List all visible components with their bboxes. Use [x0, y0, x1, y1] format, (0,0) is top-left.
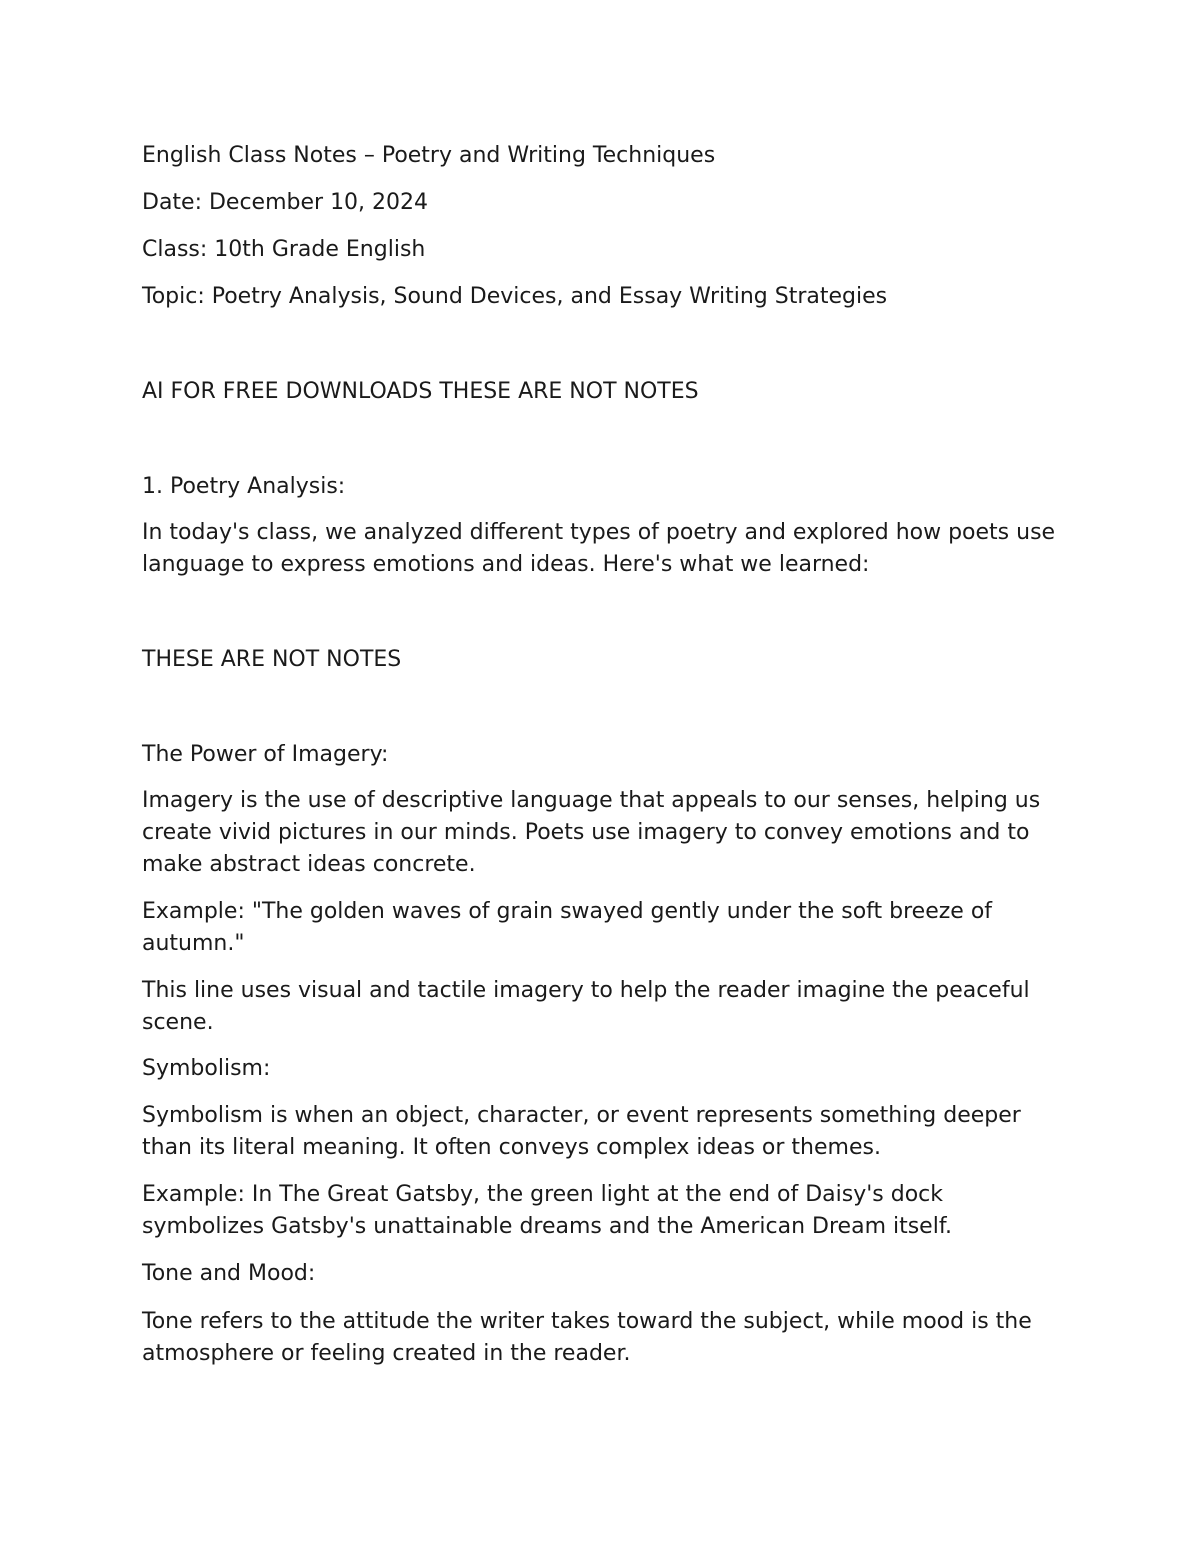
section-intro-paragraph: In today's class, we analyzed different types of poetry and explored how poets use language to express emotions and ideas. Here's what we learned: — [142, 520, 1063, 577]
tone-heading: Tone and Mood: — [142, 1261, 316, 1286]
document-class: Class: 10th Grade English — [142, 237, 426, 262]
imagery-paragraph: Imagery is the use of descriptive language that appeals to our senses, helping us create vivid pictures in our minds. Poets use imagery to convey emotions and to make abstract ideas concrete. — [142, 788, 1048, 877]
document-date: Date: December 10, 2024 — [142, 190, 429, 215]
tone-paragraph: Tone refers to the attitude the writer takes toward the subject, while mood is the atmosphere or feeling created in the reader. — [142, 1309, 1039, 1366]
imagery-explanation: This line uses visual and tactile imagery to help the reader imagine the peaceful scene. — [142, 978, 1037, 1035]
symbolism-paragraph: Symbolism is when an object, character, or event represents something deeper than its literal meaning. It often conveys complex ideas or themes. — [142, 1103, 1028, 1160]
section-heading: 1. Poetry Analysis: — [142, 474, 346, 499]
symbolism-heading: Symbolism: — [142, 1056, 271, 1081]
symbolism-example: Example: In The Great Gatsby, the green light at the end of Daisy's dock symbolizes Gatsby's unattainable dreams and the American Dream itself. — [142, 1182, 952, 1239]
document-topic: Topic: Poetry Analysis, Sound Devices, and Essay Writing Strategies — [142, 284, 888, 309]
document-title: English Class Notes – Poetry and Writing Techniques — [142, 143, 716, 168]
notice-text: THESE ARE NOT NOTES — [142, 647, 402, 672]
notice-text: AI FOR FREE DOWNLOADS THESE ARE NOT NOTES — [142, 379, 699, 404]
imagery-example: Example: "The golden waves of grain swayed gently under the soft breeze of autumn." — [142, 899, 1000, 956]
imagery-heading: The Power of Imagery: — [142, 742, 389, 767]
